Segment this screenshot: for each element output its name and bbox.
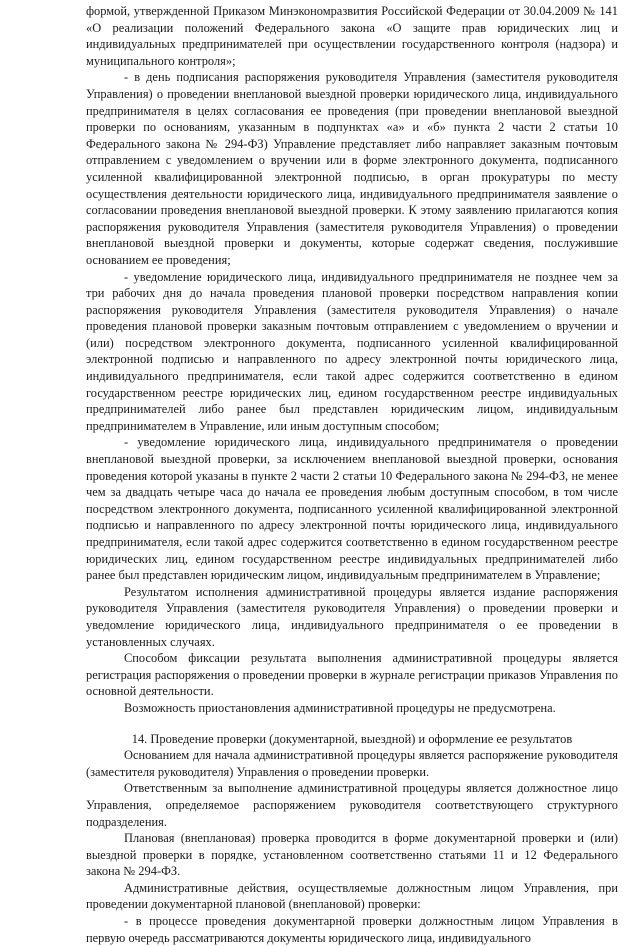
paragraph-fixation: Способом фиксации результата выполнения административной процедуры является регистрация распоряжения о проведении проверки в журнале регистрации приказов Управления по основной деятельности. <box>86 651 618 699</box>
paragraph-responsible: Ответственным за выполнение административной процедуры является должностное лицо Управления, определяемое распоряжением руководителя соответствующего структурного подразделения. <box>86 781 618 829</box>
paragraph-suspension: Возможность приостановления административной процедуры не предусмотрена. <box>124 700 556 715</box>
document-body <box>86 3 618 946</box>
paragraph-planned-notification: - уведомление юридического лица, индивидуального предпринимателя не позднее чем за три рабочих дня до начала проведения плановой проверки посредством направления копии распоряжения руководителя Управления (заместителя руководителя Управления) о начале проведения плановой проверки заказным почтовым отправлением с уведомлением о вручении и (или) посредством электронного документа, подписанного усиленной квалифицированной электронной подписью и направленного по адресу электронной почты юридического лица, индивидуального предпринимателя, если такой адрес содержится соответственно в едином государственном реестре юридических лиц, едином государственном реестре индивидуальных предпринимателей либо ранее был представлен юридическим лицом, индивидуальным предпринимателем в Управление, или иным доступным способом; <box>86 269 618 433</box>
paragraph-approval-request: - в день подписания распоряжения руководителя Управления (заместителя руководителя Управления) о проведении внеплановой выездной проверки юридического лица, индивидуального предпринимателя в целях согласования ее проведения (при проведении внеплановой выездной проверки по основаниям, указанным в подпунктах «а» и «б» пункта 2 части 2 статьи 10 Федерального закона № 294-ФЗ) Управление представляет либо направляет заказным почтовым отправлением с уведомлением о вручении или в форме электронного документа, подписанного усиленной квалифицированной электронной подписью, в орган прокуратуры по месту осуществления деятельности юридического лица, индивидуального предпринимателя заявление о согласовании проведения внеплановой выездной проверки. К этому заявлению прилагаются копия распоряжения руководителя Управления (заместителя руководителя Управления) о проведении внеплановой выездной проверки и документы, которые содержат сведения, послужившие основанием ее проведения; <box>86 70 618 267</box>
paragraph-result: Результатом исполнения административной процедуры является издание распоряжения руководителя Управления (заместителя руководителя Управления) о проведении проверки и уведомление юридического лица, индивидуального предпринимателя о ее проведении в установленных случаях. <box>86 584 618 649</box>
paragraph-continuation: формой, утвержденной Приказом Минэкономразвития Российской Федерации от 30.04.2009 № 141 «О реализации положений Федерального закона «О защите прав юридических лиц и индивидуальных предпринимателей при осуществлении государственного контроля (надзора) и муниципального контроля»; <box>86 4 618 68</box>
paragraph-admin-actions: Административные действия, осуществляемые должностным лицом Управления, при проведении документарной плановой (внеплановой) проверки: <box>86 880 618 912</box>
paragraph-basis: Основанием для начала административной процедуры является распоряжение руководителя (заместителя руководителя) Управления о проведении проверки. <box>86 748 618 779</box>
paragraph-documentary-review: - в процессе проведения документарной проверки должностным лицом Управления в первую очередь рассматриваются документы юридического лица, индивидуального <box>86 914 618 945</box>
paragraph-unplanned-notification: - уведомление юридического лица, индивидуального предпринимателя о проведении внеплановой выездной проверки, за исключением внеплановой выездной проверки, основания проведения которой указаны в пункте 2 части 2 статьи 10 Федерального закона № 294-ФЗ, не менее чем за двадцать четыре часа до начала ее проведения любым доступным способом, в том числе посредством электронного документа, подписанного усиленной квалифицированной электронной подписью и направленного по адресу электронной почты юридического лица, индивидуального предпринимателя, если такой адрес содержится соответственно в едином государственном реестре юридических лиц, едином государственном реестре индивидуальных предпринимателей либо ранее был представлен юридическим лицом, индивидуальным предпринимателем в Управление; <box>86 435 618 583</box>
section-heading-14: 14. Проведение проверки (документарной, выездной) и оформление ее результатов <box>131 731 573 746</box>
paragraph-inspection-form: Плановая (внеплановая) проверка проводится в форме документарной проверки и (или) выездной проверки в порядке, установленном соответственно статьями 11 и 12 Федерального закона № 294-ФЗ. <box>86 831 618 879</box>
